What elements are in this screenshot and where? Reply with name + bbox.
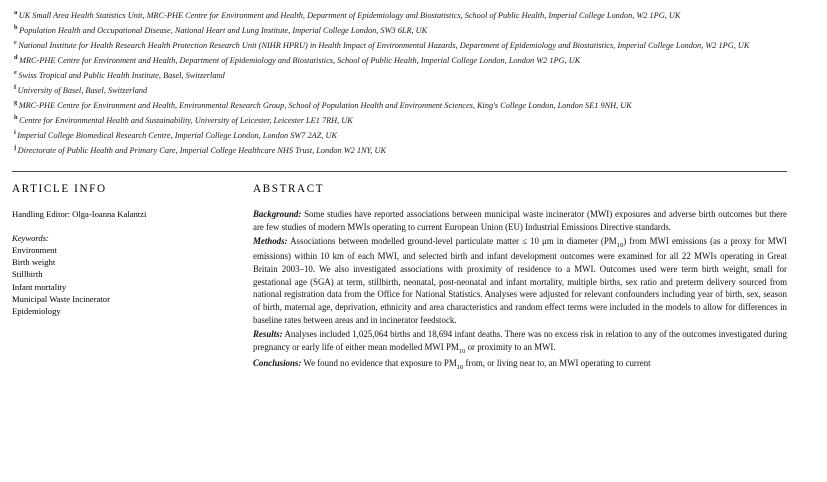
affiliation-marker: e xyxy=(14,69,17,77)
affiliation-marker: h xyxy=(14,114,18,122)
handling-editor: Handling Editor: Olga-Ioanna Kalantzi xyxy=(12,208,147,219)
abstract-paragraph-conclusions xyxy=(253,357,787,372)
affiliation-marker: g xyxy=(14,99,18,107)
abstract-label-methods: Methods: xyxy=(253,235,288,246)
abstract-column xyxy=(237,183,787,373)
abstract-paragraph-results xyxy=(253,328,787,356)
info-abstract-columns xyxy=(12,183,787,373)
keyword-item: Environment xyxy=(12,245,57,255)
affiliation-text: MRC-PHE Centre for Environment and Health, Department of Epidemiology and Biostatistics, School of Public Health, Imperial College London, London W2 1PG, UK xyxy=(19,55,581,65)
affiliation-marker: f xyxy=(14,84,17,92)
abstract-label-conclusions: Conclusions: xyxy=(253,358,302,369)
abstract-text-methods: Associations between modelled ground-level particulate matter ≤ 10 μm in diameter $(PM_{10})$ from MWI emissions (as a proxy for MWI emissions) within 10 km of each MWI, and selected birth and infant development outcomes were examined for all 22 MWIs operating in Great Britain 2003–10. We also investigated associations with proximity of residence to a MWI. Outcomes used were term birth weight, small for gestational age (SGA) at term, stillbirth, neonatal, post-neonatal and infant mortality, multiple births, sex ratio and preterm delivery sourced from national registration data from the Office for National Statistics. Analyses were adjusted for relevant confounders including year of birth, sex, season of birth, maternal age, deprivation, ethnicity and area characteristics and random effect terms were included in the models to allow for differences in baseline rates between areas and in incinerator feedstock. xyxy=(253,235,787,325)
affiliation-marker: i xyxy=(14,129,16,137)
affiliation-marker: j xyxy=(14,144,17,152)
affiliation-marker: b xyxy=(14,24,18,32)
keyword-item: Stillbirth xyxy=(12,269,43,280)
keyword-item: Infant mortality xyxy=(12,281,67,292)
affiliation-text: UK Small Area Health Statistics Unit, MRC-PHE Centre for Environment and Health, Department of Epidemiology and Biostatistics, School of Public Health, Imperial College London, W2 1PG, UK xyxy=(18,10,681,20)
keyword-item: Birth weight xyxy=(12,257,56,268)
article-info-column xyxy=(12,183,237,373)
abstract-text-background: Some studies have reported associations between municipal waste incinerator (MWI) exposures and adverse birth outcomes but there are few studies of modern MWIs operating to current European Union (EU) Industrial Emissions Directive standards. xyxy=(253,208,787,232)
affiliation-text: National Institute for Health Research Health Protection Research Unit (NIHR HPRU) in Health Impact of Environmental Hazards, Department of Epidemiology and Biostatistics, Imperial College London, W2 1PG, UK xyxy=(18,40,750,50)
keywords-list xyxy=(12,244,223,317)
affiliation-marker: d xyxy=(14,54,18,62)
affiliation-line xyxy=(14,143,787,157)
abstract-paragraph-background xyxy=(253,208,787,233)
affiliation-marker: c xyxy=(14,39,17,47)
affiliation-line xyxy=(14,83,787,97)
abstract-text-conclusions: We found no evidence that exposure to $PM_{10}$ from, or living near to, an MWI operating to current xyxy=(301,358,651,372)
affiliation-text: MRC-PHE Centre for Environment and Health, Environmental Research Group, School of Population Health and Environment Sciences, King's College London, London SE1 9NH, UK xyxy=(18,101,632,111)
abstract-text-results: Analyses included 1,025,064 births and 18,694 infant deaths. There was no excess risk in relation to any of the outcomes investigated during pregnancy or early life of either mean modelled MWI $PM_{10}$ or proximity to an MWI. xyxy=(253,329,787,355)
keywords-title: Keywords: xyxy=(12,233,49,243)
abstract-body xyxy=(253,208,787,373)
affiliation-marker: a xyxy=(14,9,18,16)
affiliation-text: Imperial College Biomedical Research Centre, Imperial College London, London SW7 2AZ, UK xyxy=(17,131,337,141)
abstract-paragraph-methods xyxy=(253,235,787,327)
affiliation-line xyxy=(14,53,787,67)
affiliation-line xyxy=(14,8,787,22)
affiliation-text: Centre for Environmental Health and Sustainability, University of Leicester, Leicester LE1 7RH, UK xyxy=(19,116,353,126)
affiliation-line xyxy=(14,38,787,52)
affiliation-text: Population Health and Occupational Disease, National Heart and Lung Institute, Imperial College London, SW3 6LR, UK xyxy=(19,25,428,35)
keyword-item: Municipal Waste Incinerator xyxy=(12,293,110,304)
affiliation-line xyxy=(14,68,787,82)
affiliation-text: University of Basel, Basel, Switzerland xyxy=(17,86,148,95)
affiliations-block xyxy=(12,8,787,157)
affiliation-line xyxy=(14,98,787,112)
affiliation-line xyxy=(14,113,787,127)
affiliation-text: Directorate of Public Health and Primary Care, Imperial College Healthcare NHS Trust, London W2 1NY, UK xyxy=(17,146,387,156)
affiliation-text: Swiss Tropical and Public Health Institute, Basel, Switzerland xyxy=(18,70,225,80)
abstract-heading: ABSTRACT xyxy=(253,182,325,195)
affiliation-line xyxy=(14,23,787,37)
keyword-item: Epidemiology xyxy=(12,306,61,317)
affiliation-line xyxy=(14,128,787,142)
section-divider-top xyxy=(12,171,787,172)
article-info-heading: ARTICLE INFO xyxy=(12,182,107,195)
abstract-label-background: Background: xyxy=(253,208,302,219)
abstract-label-results: Results: xyxy=(253,329,283,340)
